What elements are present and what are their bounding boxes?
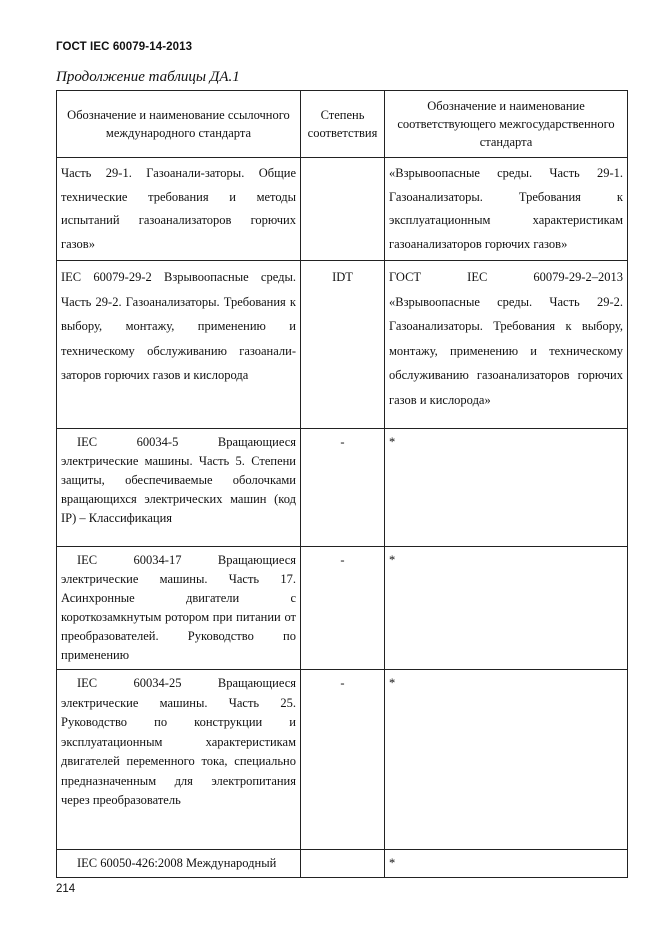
international-standard-cell: Часть 29-1. Газоанали-заторы. Общие технические требования и методы испытаний газоанализаторов горючих газов»	[57, 158, 301, 261]
degree-cell: -	[301, 547, 385, 670]
interstate-standard-cell: «Взрывоопасные среды. Часть 29-1. Газоанализаторы. Требования к эксплуатационным характеристикам газоанализаторов горючих газов»	[385, 158, 628, 261]
degree-cell	[301, 158, 385, 261]
document-code-header: ГОСТ IEC 60079-14-2013	[56, 41, 193, 53]
not-available-marker: *	[389, 435, 396, 449]
interstate-standard-cell	[385, 850, 628, 878]
international-standard-cell: IEC 60079-29-2 Взрывоопасные среды. Часть 29-2. Газоанализаторы. Требования к выбору, монтажу, применению и техническому обслуживанию газоанали-заторов горючих газов и кислорода	[57, 261, 301, 429]
degree-cell: IDT	[301, 261, 385, 429]
table-row	[57, 850, 628, 878]
table-row	[57, 429, 628, 547]
degree-cell: -	[301, 429, 385, 547]
header-degree-of-conformity: Степень соответствия	[301, 91, 385, 158]
header-interstate-standard: Обозначение и наименование соответствующего межгосударственного стандарта	[385, 91, 628, 158]
table-header-row	[57, 91, 628, 158]
interstate-standard-cell: ГОСТ IEC 60079-29-2–2013 «Взрывоопасные среды. Часть 29-2. Газоанализаторы. Требования к выбору, монтажу, применению и техническому обслуживанию газоанализаторов горючих газов и кислорода»	[385, 261, 628, 429]
international-standard-cell: IEC 60050-426:2008 Международный	[57, 850, 301, 878]
degree-cell: -	[301, 670, 385, 850]
page-number: 214	[56, 883, 76, 895]
international-standard-cell: IEC 60034-5 Вращающиеся электрические машины. Часть 5. Степени защиты, обеспечиваемые оболочками вращающихся электрических машин (код IP) – Классификация	[57, 429, 301, 547]
international-standard-cell: IEC 60034-17 Вращающиеся электрические машины. Часть 17. Асинхронные двигатели с короткозамкнутым ротором при питании от преобразователей. Руководство по применению	[57, 547, 301, 670]
not-available-marker: *	[389, 676, 396, 690]
interstate-standard-cell	[385, 547, 628, 670]
interstate-standard-cell	[385, 429, 628, 547]
interstate-standard-cell	[385, 670, 628, 850]
degree-cell	[301, 850, 385, 878]
not-available-marker: *	[389, 856, 396, 870]
not-available-marker: *	[389, 553, 396, 567]
table-caption: Продолжение таблицы ДА.1	[56, 69, 240, 85]
international-standard-cell: IEC 60034-25 Вращающиеся электрические машины. Часть 25. Руководство по конструкции и эксплуатационным характеристикам двигателей переменного тока, специально предназначенным для электропитания через преобразователь	[57, 670, 301, 850]
table-row	[57, 261, 628, 429]
reference-standards-table	[56, 90, 628, 878]
header-international-standard: Обозначение и наименование ссылочного международного стандарта	[57, 91, 301, 158]
table-row	[57, 670, 628, 850]
table-row	[57, 547, 628, 670]
table-row	[57, 158, 628, 261]
